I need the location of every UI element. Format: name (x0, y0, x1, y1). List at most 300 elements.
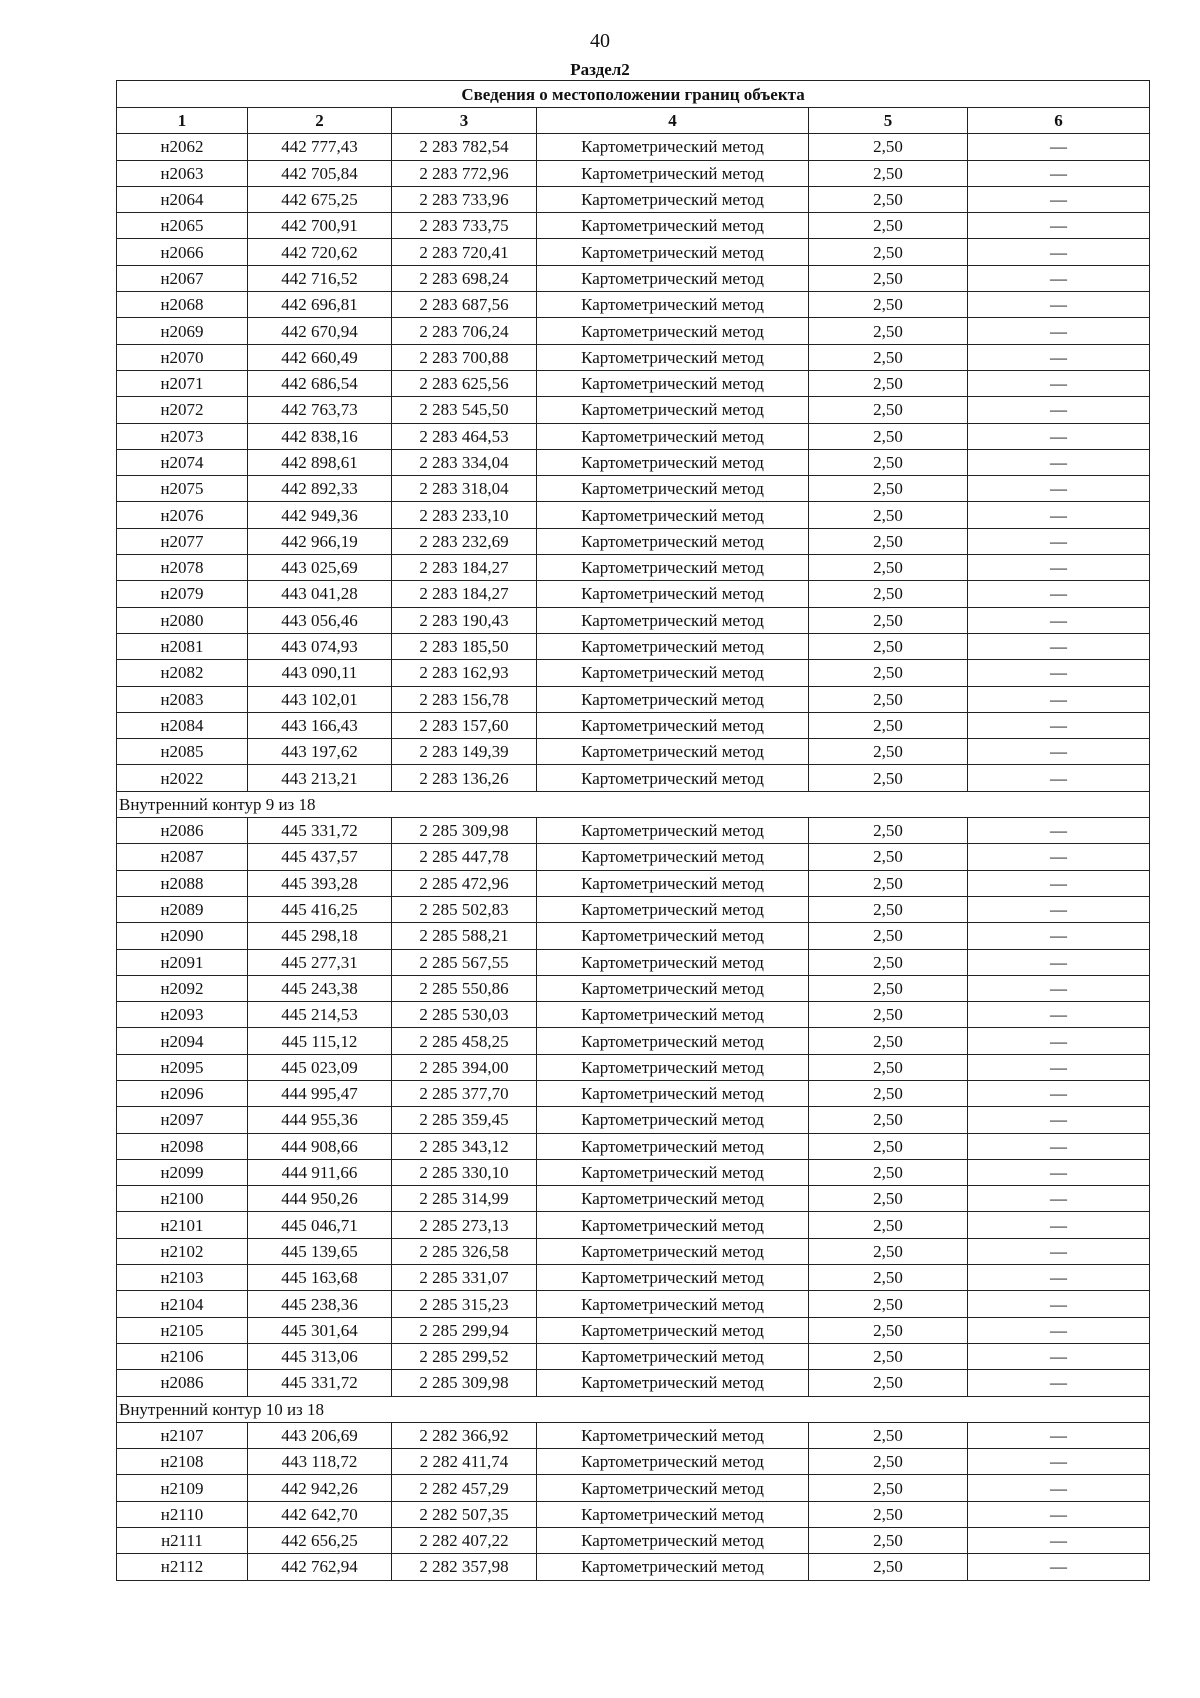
y-coordinate-cell: 2 283 698,24 (392, 265, 537, 291)
accuracy-cell: 2,50 (809, 423, 968, 449)
accuracy-cell: 2,50 (809, 1028, 968, 1054)
table-row (117, 528, 1150, 554)
y-coordinate-cell: 2 285 472,96 (392, 870, 537, 896)
description-cell: — (968, 896, 1150, 922)
x-coordinate-cell: 442 670,94 (248, 318, 392, 344)
y-coordinate-cell: 2 285 588,21 (392, 923, 537, 949)
table-row (117, 1501, 1150, 1527)
y-coordinate-cell: 2 285 309,98 (392, 818, 537, 844)
method-cell: Картометрический метод (537, 765, 809, 791)
column-header: 2 (248, 108, 392, 134)
table-row (117, 1422, 1150, 1448)
point-name-cell: н2109 (117, 1475, 248, 1501)
x-coordinate-cell: 445 298,18 (248, 923, 392, 949)
y-coordinate-cell: 2 283 184,27 (392, 555, 537, 581)
accuracy-cell: 2,50 (809, 502, 968, 528)
x-coordinate-cell: 442 705,84 (248, 160, 392, 186)
method-cell: Картометрический метод (537, 1133, 809, 1159)
x-coordinate-cell: 442 838,16 (248, 423, 392, 449)
table-caption-row (117, 81, 1150, 108)
y-coordinate-cell: 2 282 357,98 (392, 1554, 537, 1580)
table-row (117, 476, 1150, 502)
accuracy-cell: 2,50 (809, 1343, 968, 1369)
description-cell: — (968, 1054, 1150, 1080)
description-cell: — (968, 1080, 1150, 1106)
table-row (117, 344, 1150, 370)
y-coordinate-cell: 2 285 394,00 (392, 1054, 537, 1080)
y-coordinate-cell: 2 283 162,93 (392, 660, 537, 686)
method-cell: Картометрический метод (537, 686, 809, 712)
x-coordinate-cell: 442 696,81 (248, 292, 392, 318)
table-row (117, 607, 1150, 633)
y-coordinate-cell: 2 285 458,25 (392, 1028, 537, 1054)
description-cell: — (968, 633, 1150, 659)
x-coordinate-cell: 445 139,65 (248, 1238, 392, 1264)
table-row (117, 186, 1150, 212)
table-row (117, 502, 1150, 528)
x-coordinate-cell: 443 206,69 (248, 1422, 392, 1448)
accuracy-cell: 2,50 (809, 581, 968, 607)
description-cell: — (968, 449, 1150, 475)
method-cell: Картометрический метод (537, 712, 809, 738)
table-row (117, 1107, 1150, 1133)
description-cell: — (968, 607, 1150, 633)
point-name-cell: н2078 (117, 555, 248, 581)
point-name-cell: н2097 (117, 1107, 248, 1133)
description-cell: — (968, 397, 1150, 423)
y-coordinate-cell: 2 283 782,54 (392, 134, 537, 160)
accuracy-cell: 2,50 (809, 1475, 968, 1501)
accuracy-cell: 2,50 (809, 660, 968, 686)
point-name-cell: н2099 (117, 1159, 248, 1185)
accuracy-cell: 2,50 (809, 844, 968, 870)
y-coordinate-cell: 2 283 545,50 (392, 397, 537, 423)
description-cell: — (968, 1343, 1150, 1369)
method-cell: Картометрический метод (537, 344, 809, 370)
method-cell: Картометрический метод (537, 292, 809, 318)
method-cell: Картометрический метод (537, 1002, 809, 1028)
method-cell: Картометрический метод (537, 1501, 809, 1527)
point-name-cell: н2112 (117, 1554, 248, 1580)
y-coordinate-cell: 2 283 733,75 (392, 213, 537, 239)
point-name-cell: н2086 (117, 1370, 248, 1396)
x-coordinate-cell: 442 642,70 (248, 1501, 392, 1527)
y-coordinate-cell: 2 282 411,74 (392, 1449, 537, 1475)
description-cell: — (968, 1133, 1150, 1159)
x-coordinate-cell: 442 898,61 (248, 449, 392, 475)
method-cell: Картометрический метод (537, 449, 809, 475)
point-name-cell: н2108 (117, 1449, 248, 1475)
table-row (117, 423, 1150, 449)
contour-row (117, 791, 1150, 817)
x-coordinate-cell: 445 393,28 (248, 870, 392, 896)
method-cell: Картометрический метод (537, 160, 809, 186)
accuracy-cell: 2,50 (809, 975, 968, 1001)
x-coordinate-cell: 443 102,01 (248, 686, 392, 712)
point-name-cell: н2095 (117, 1054, 248, 1080)
table-row (117, 1343, 1150, 1369)
point-name-cell: н2064 (117, 186, 248, 212)
description-cell: — (968, 213, 1150, 239)
method-cell: Картометрический метод (537, 1080, 809, 1106)
x-coordinate-cell: 445 277,31 (248, 949, 392, 975)
method-cell: Картометрический метод (537, 923, 809, 949)
x-coordinate-cell: 443 025,69 (248, 555, 392, 581)
y-coordinate-cell: 2 285 314,99 (392, 1186, 537, 1212)
accuracy-cell: 2,50 (809, 213, 968, 239)
point-name-cell: н2076 (117, 502, 248, 528)
accuracy-cell: 2,50 (809, 1501, 968, 1527)
method-cell: Картометрический метод (537, 1028, 809, 1054)
table-row (117, 292, 1150, 318)
column-header: 6 (968, 108, 1150, 134)
accuracy-cell: 2,50 (809, 476, 968, 502)
point-name-cell: н2089 (117, 896, 248, 922)
table-row (117, 239, 1150, 265)
accuracy-cell: 2,50 (809, 633, 968, 659)
description-cell: — (968, 923, 1150, 949)
table-row (117, 870, 1150, 896)
column-header: 3 (392, 108, 537, 134)
method-cell: Картометрический метод (537, 607, 809, 633)
point-name-cell: н2075 (117, 476, 248, 502)
description-cell: — (968, 1028, 1150, 1054)
table-header-row (117, 108, 1150, 134)
accuracy-cell: 2,50 (809, 344, 968, 370)
point-name-cell: н2110 (117, 1501, 248, 1527)
accuracy-cell: 2,50 (809, 1107, 968, 1133)
point-name-cell: н2090 (117, 923, 248, 949)
contour-label: Внутренний контур 10 из 18 (117, 1396, 1150, 1422)
table-row (117, 765, 1150, 791)
x-coordinate-cell: 445 238,36 (248, 1291, 392, 1317)
y-coordinate-cell: 2 283 733,96 (392, 186, 537, 212)
point-name-cell: н2098 (117, 1133, 248, 1159)
column-header: 5 (809, 108, 968, 134)
point-name-cell: н2065 (117, 213, 248, 239)
accuracy-cell: 2,50 (809, 239, 968, 265)
accuracy-cell: 2,50 (809, 1212, 968, 1238)
accuracy-cell: 2,50 (809, 292, 968, 318)
accuracy-cell: 2,50 (809, 896, 968, 922)
x-coordinate-cell: 443 041,28 (248, 581, 392, 607)
table-row (117, 1317, 1150, 1343)
y-coordinate-cell: 2 283 318,04 (392, 476, 537, 502)
contour-row (117, 1396, 1150, 1422)
table-row (117, 818, 1150, 844)
x-coordinate-cell: 445 437,57 (248, 844, 392, 870)
method-cell: Картометрический метод (537, 265, 809, 291)
point-name-cell: н2080 (117, 607, 248, 633)
description-cell: — (968, 476, 1150, 502)
point-name-cell: н2066 (117, 239, 248, 265)
accuracy-cell: 2,50 (809, 1370, 968, 1396)
x-coordinate-cell: 445 023,09 (248, 1054, 392, 1080)
x-coordinate-cell: 445 046,71 (248, 1212, 392, 1238)
accuracy-cell: 2,50 (809, 1265, 968, 1291)
description-cell: — (968, 1107, 1150, 1133)
boundary-coordinates-table (116, 80, 1150, 1581)
description-cell: — (968, 949, 1150, 975)
point-name-cell: н2101 (117, 1212, 248, 1238)
accuracy-cell: 2,50 (809, 923, 968, 949)
description-cell: — (968, 1238, 1150, 1264)
x-coordinate-cell: 444 995,47 (248, 1080, 392, 1106)
point-name-cell: н2081 (117, 633, 248, 659)
point-name-cell: н2068 (117, 292, 248, 318)
description-cell: — (968, 712, 1150, 738)
accuracy-cell: 2,50 (809, 1186, 968, 1212)
y-coordinate-cell: 2 283 190,43 (392, 607, 537, 633)
description-cell: — (968, 1422, 1150, 1448)
description-cell: — (968, 844, 1150, 870)
description-cell: — (968, 502, 1150, 528)
table-row (117, 633, 1150, 659)
description-cell: — (968, 1186, 1150, 1212)
x-coordinate-cell: 444 955,36 (248, 1107, 392, 1133)
point-name-cell: н2107 (117, 1422, 248, 1448)
x-coordinate-cell: 442 762,94 (248, 1554, 392, 1580)
table-row (117, 1133, 1150, 1159)
method-cell: Картометрический метод (537, 1528, 809, 1554)
y-coordinate-cell: 2 283 149,39 (392, 739, 537, 765)
point-name-cell: н2022 (117, 765, 248, 791)
method-cell: Картометрический метод (537, 186, 809, 212)
x-coordinate-cell: 443 056,46 (248, 607, 392, 633)
x-coordinate-cell: 444 911,66 (248, 1159, 392, 1185)
method-cell: Картометрический метод (537, 896, 809, 922)
table-row (117, 581, 1150, 607)
method-cell: Картометрический метод (537, 1238, 809, 1264)
accuracy-cell: 2,50 (809, 370, 968, 396)
accuracy-cell: 2,50 (809, 1133, 968, 1159)
accuracy-cell: 2,50 (809, 949, 968, 975)
point-name-cell: н2102 (117, 1238, 248, 1264)
method-cell: Картометрический метод (537, 949, 809, 975)
x-coordinate-cell: 445 115,12 (248, 1028, 392, 1054)
table-row (117, 1475, 1150, 1501)
y-coordinate-cell: 2 285 359,45 (392, 1107, 537, 1133)
y-coordinate-cell: 2 283 136,26 (392, 765, 537, 791)
y-coordinate-cell: 2 283 706,24 (392, 318, 537, 344)
point-name-cell: н2106 (117, 1343, 248, 1369)
table-row (117, 397, 1150, 423)
method-cell: Картометрический метод (537, 476, 809, 502)
x-coordinate-cell: 444 908,66 (248, 1133, 392, 1159)
point-name-cell: н2092 (117, 975, 248, 1001)
y-coordinate-cell: 2 285 315,23 (392, 1291, 537, 1317)
y-coordinate-cell: 2 282 457,29 (392, 1475, 537, 1501)
description-cell: — (968, 1370, 1150, 1396)
point-name-cell: н2082 (117, 660, 248, 686)
x-coordinate-cell: 443 090,11 (248, 660, 392, 686)
y-coordinate-cell: 2 285 273,13 (392, 1212, 537, 1238)
method-cell: Картометрический метод (537, 555, 809, 581)
y-coordinate-cell: 2 283 464,53 (392, 423, 537, 449)
table-row (117, 1528, 1150, 1554)
x-coordinate-cell: 442 720,62 (248, 239, 392, 265)
accuracy-cell: 2,50 (809, 1159, 968, 1185)
description-cell: — (968, 1528, 1150, 1554)
table-row (117, 1080, 1150, 1106)
point-name-cell: н2085 (117, 739, 248, 765)
y-coordinate-cell: 2 283 772,96 (392, 160, 537, 186)
y-coordinate-cell: 2 282 407,22 (392, 1528, 537, 1554)
description-cell: — (968, 686, 1150, 712)
y-coordinate-cell: 2 285 331,07 (392, 1265, 537, 1291)
table-row (117, 1449, 1150, 1475)
method-cell: Картометрический метод (537, 739, 809, 765)
point-name-cell: н2083 (117, 686, 248, 712)
point-name-cell: н2086 (117, 818, 248, 844)
point-name-cell: н2091 (117, 949, 248, 975)
accuracy-cell: 2,50 (809, 1291, 968, 1317)
method-cell: Картометрический метод (537, 844, 809, 870)
method-cell: Картометрический метод (537, 1475, 809, 1501)
point-name-cell: н2077 (117, 528, 248, 554)
point-name-cell: н2062 (117, 134, 248, 160)
table-row (117, 265, 1150, 291)
method-cell: Картометрический метод (537, 1317, 809, 1343)
y-coordinate-cell: 2 285 550,86 (392, 975, 537, 1001)
point-name-cell: н2079 (117, 581, 248, 607)
description-cell: — (968, 555, 1150, 581)
method-cell: Картометрический метод (537, 1291, 809, 1317)
y-coordinate-cell: 2 285 299,52 (392, 1343, 537, 1369)
method-cell: Картометрический метод (537, 502, 809, 528)
x-coordinate-cell: 443 197,62 (248, 739, 392, 765)
description-cell: — (968, 1291, 1150, 1317)
description-cell: — (968, 239, 1150, 265)
x-coordinate-cell: 445 313,06 (248, 1343, 392, 1369)
x-coordinate-cell: 442 763,73 (248, 397, 392, 423)
accuracy-cell: 2,50 (809, 1528, 968, 1554)
table-row (117, 134, 1150, 160)
accuracy-cell: 2,50 (809, 607, 968, 633)
x-coordinate-cell: 442 716,52 (248, 265, 392, 291)
table-row (117, 686, 1150, 712)
column-header: 4 (537, 108, 809, 134)
x-coordinate-cell: 445 163,68 (248, 1265, 392, 1291)
description-cell: — (968, 581, 1150, 607)
method-cell: Картометрический метод (537, 318, 809, 344)
accuracy-cell: 2,50 (809, 1238, 968, 1264)
section-title: Раздел2 (570, 60, 630, 79)
table-row (117, 1028, 1150, 1054)
description-cell: — (968, 318, 1150, 344)
x-coordinate-cell: 445 416,25 (248, 896, 392, 922)
table-row (117, 1265, 1150, 1291)
x-coordinate-cell: 445 301,64 (248, 1317, 392, 1343)
description-cell: — (968, 739, 1150, 765)
description-cell: — (968, 292, 1150, 318)
description-cell: — (968, 870, 1150, 896)
y-coordinate-cell: 2 285 377,70 (392, 1080, 537, 1106)
description-cell: — (968, 818, 1150, 844)
accuracy-cell: 2,50 (809, 555, 968, 581)
y-coordinate-cell: 2 285 502,83 (392, 896, 537, 922)
accuracy-cell: 2,50 (809, 1317, 968, 1343)
accuracy-cell: 2,50 (809, 686, 968, 712)
x-coordinate-cell: 442 700,91 (248, 213, 392, 239)
accuracy-cell: 2,50 (809, 1054, 968, 1080)
table-row (117, 739, 1150, 765)
method-cell: Картометрический метод (537, 581, 809, 607)
method-cell: Картометрический метод (537, 1343, 809, 1369)
method-cell: Картометрический метод (537, 423, 809, 449)
table-row (117, 1238, 1150, 1264)
description-cell: — (968, 1554, 1150, 1580)
description-cell: — (968, 1449, 1150, 1475)
point-name-cell: н2070 (117, 344, 248, 370)
point-name-cell: н2104 (117, 1291, 248, 1317)
x-coordinate-cell: 443 166,43 (248, 712, 392, 738)
y-coordinate-cell: 2 282 507,35 (392, 1501, 537, 1527)
point-name-cell: н2094 (117, 1028, 248, 1054)
y-coordinate-cell: 2 283 687,56 (392, 292, 537, 318)
y-coordinate-cell: 2 283 233,10 (392, 502, 537, 528)
description-cell: — (968, 160, 1150, 186)
y-coordinate-cell: 2 285 299,94 (392, 1317, 537, 1343)
y-coordinate-cell: 2 283 185,50 (392, 633, 537, 659)
contour-label: Внутренний контур 9 из 18 (117, 791, 1150, 817)
accuracy-cell: 2,50 (809, 739, 968, 765)
point-name-cell: н2084 (117, 712, 248, 738)
method-cell: Картометрический метод (537, 1186, 809, 1212)
method-cell: Картометрический метод (537, 633, 809, 659)
description-cell: — (968, 975, 1150, 1001)
description-cell: — (968, 1265, 1150, 1291)
x-coordinate-cell: 445 331,72 (248, 1370, 392, 1396)
x-coordinate-cell: 445 243,38 (248, 975, 392, 1001)
method-cell: Картометрический метод (537, 975, 809, 1001)
method-cell: Картометрический метод (537, 818, 809, 844)
accuracy-cell: 2,50 (809, 712, 968, 738)
y-coordinate-cell: 2 285 309,98 (392, 1370, 537, 1396)
accuracy-cell: 2,50 (809, 528, 968, 554)
point-name-cell: н2072 (117, 397, 248, 423)
y-coordinate-cell: 2 285 567,55 (392, 949, 537, 975)
description-cell: — (968, 186, 1150, 212)
description-cell: — (968, 134, 1150, 160)
table-row (117, 844, 1150, 870)
x-coordinate-cell: 442 892,33 (248, 476, 392, 502)
method-cell: Картометрический метод (537, 660, 809, 686)
table-row (117, 923, 1150, 949)
method-cell: Картометрический метод (537, 134, 809, 160)
x-coordinate-cell: 443 074,93 (248, 633, 392, 659)
point-name-cell: н2087 (117, 844, 248, 870)
method-cell: Картометрический метод (537, 397, 809, 423)
table-row (117, 1212, 1150, 1238)
accuracy-cell: 2,50 (809, 1422, 968, 1448)
accuracy-cell: 2,50 (809, 818, 968, 844)
y-coordinate-cell: 2 283 625,56 (392, 370, 537, 396)
table-row (117, 1554, 1150, 1580)
table-row (117, 370, 1150, 396)
table-row (117, 449, 1150, 475)
point-name-cell: н2074 (117, 449, 248, 475)
point-name-cell: н2069 (117, 318, 248, 344)
method-cell: Картометрический метод (537, 870, 809, 896)
y-coordinate-cell: 2 283 157,60 (392, 712, 537, 738)
method-cell: Картометрический метод (537, 1554, 809, 1580)
method-cell: Картометрический метод (537, 213, 809, 239)
description-cell: — (968, 1501, 1150, 1527)
accuracy-cell: 2,50 (809, 449, 968, 475)
method-cell: Картометрический метод (537, 1422, 809, 1448)
accuracy-cell: 2,50 (809, 1080, 968, 1106)
